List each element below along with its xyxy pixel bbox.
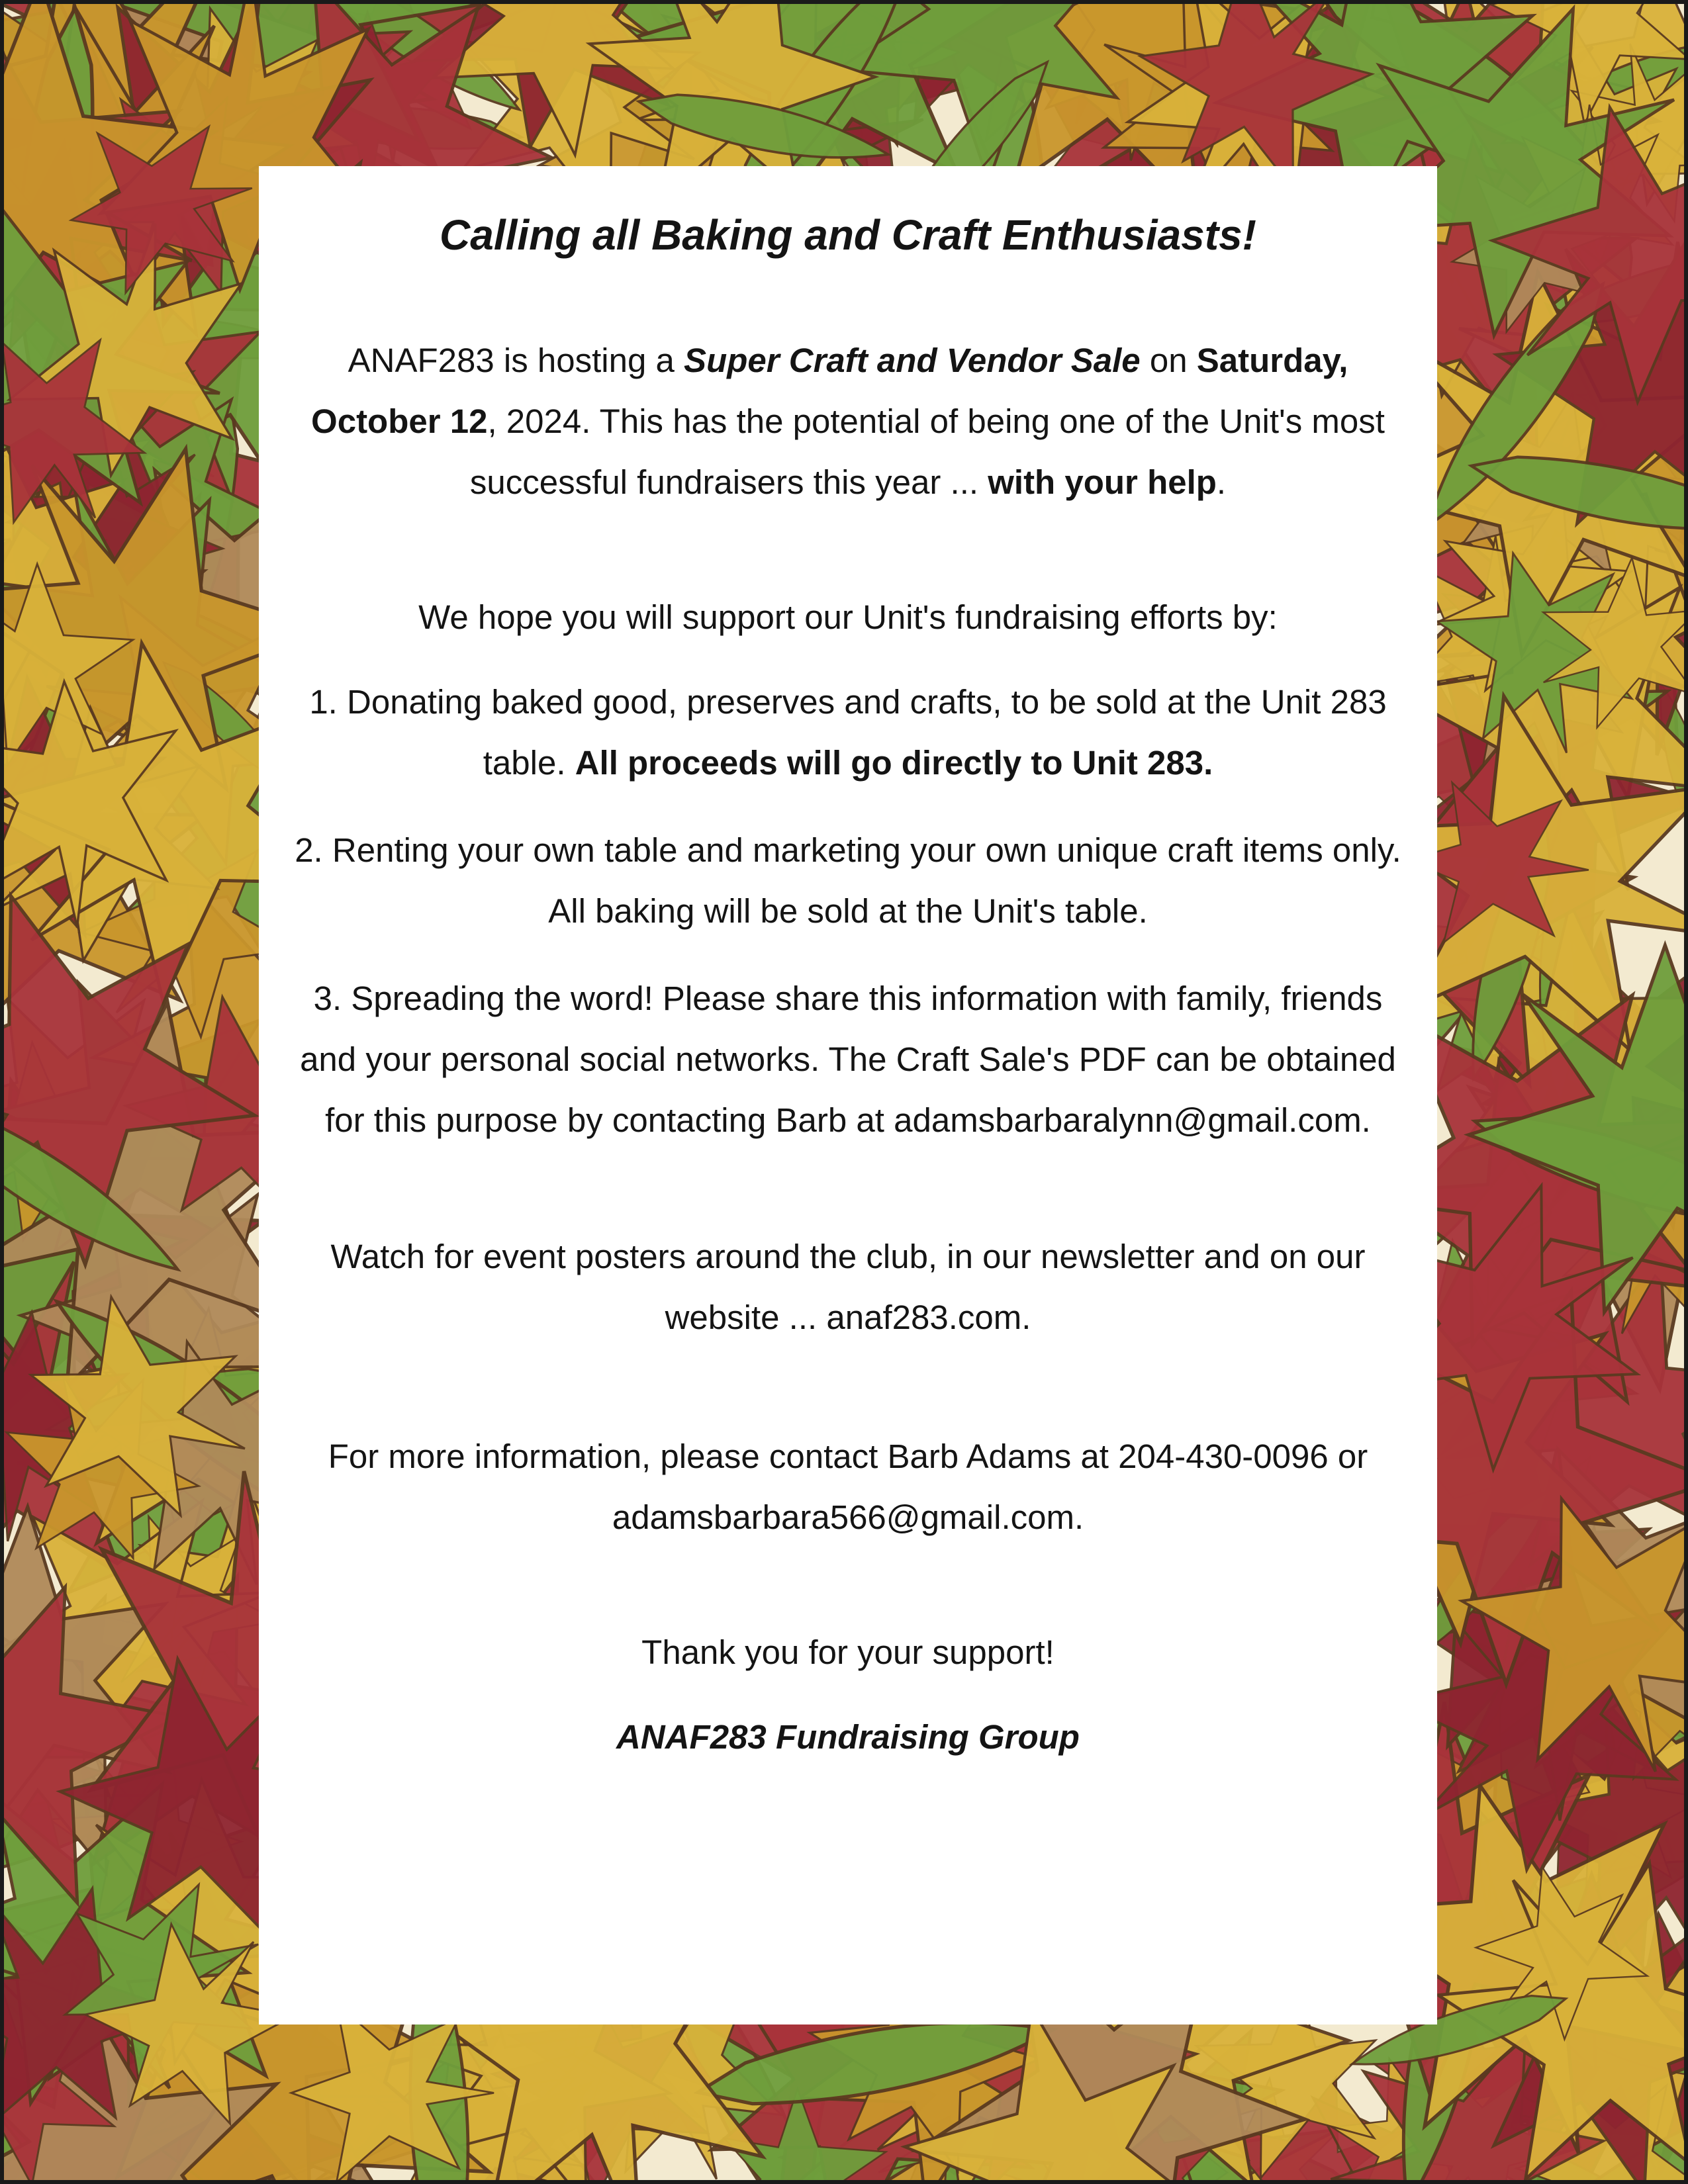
intro-text-2: on (1140, 341, 1197, 379)
proceeds-emphasis: All proceeds will go directly to Unit 283. (575, 744, 1213, 782)
thanks-line: Thank you for your support! (641, 1633, 1055, 1671)
list-item-renting: 2. Renting your own table and marketing your own unique craft items only. All baking will be sold at the Unit's table. (295, 831, 1401, 930)
intro-text-1: ANAF283 is hosting a (348, 341, 684, 379)
help-emphasis: with your help (988, 463, 1217, 501)
event-name: Super Craft and Vendor Sale (684, 341, 1141, 379)
intro-text-4: . (1216, 463, 1227, 501)
intro-text-3: , 2024. This has the potential of being one of the Unit's most successful fundraisers this year ... (469, 402, 1385, 501)
list-item-donating (285, 672, 1411, 794)
watch-paragraph: Watch for event posters around the club, in our newsletter and on our website ... anaf283.com. (330, 1238, 1366, 1336)
support-line: We hope you will support our Unit's fundraising efforts by: (418, 598, 1278, 636)
intro-paragraph (285, 330, 1411, 513)
event-date: Saturday, October 12 (311, 341, 1348, 440)
flyer-headline: Calling all Baking and Craft Enthusiasts! (440, 211, 1256, 259)
list-item-donating-text: 1. Donating baked good, preserves and crafts, to be sold at the Unit 283 table. (309, 683, 1387, 782)
contact-paragraph: For more information, please contact Barb Adams at 204-430-0096 or adamsbarbara566@gmail.com. (328, 1437, 1368, 1536)
content-panel (259, 166, 1437, 2025)
signature: ANAF283 Fundraising Group (616, 1718, 1080, 1756)
list-item-spreading: 3. Spreading the word! Please share this information with family, friends and your personal social networks. The Craft Sale's PDF can be obtained for this purpose by contacting Barb at adamsbarbaralynn@gmail.com. (300, 979, 1396, 1139)
